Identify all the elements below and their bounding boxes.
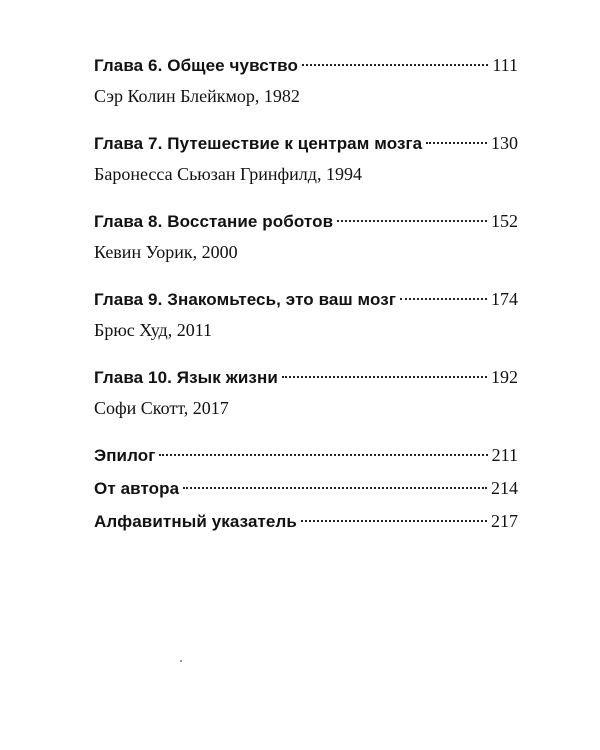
toc-entry-chapter-9 xyxy=(94,286,518,343)
chapter-author: Сэр Колин Блейкмор, 1982 xyxy=(94,86,300,106)
section-title: От автора xyxy=(94,479,180,498)
toc-entry-chapter-7 xyxy=(94,130,518,187)
toc-line xyxy=(94,130,518,157)
dot-leader xyxy=(301,520,487,522)
chapter-title: Глава 10. Язык жизни xyxy=(94,368,278,387)
section-title: Алфавитный указатель xyxy=(94,512,297,531)
toc-line xyxy=(94,508,518,535)
page-number: 174 xyxy=(491,289,518,309)
dot-leader xyxy=(282,376,487,378)
toc-line xyxy=(94,442,518,469)
toc-line xyxy=(94,208,518,235)
chapter-title: Глава 8. Восстание роботов xyxy=(94,212,334,231)
toc-entry-epilogue xyxy=(94,442,518,469)
dot-leader xyxy=(426,142,487,144)
page-number: 111 xyxy=(492,55,518,75)
page-number: 217 xyxy=(491,511,518,531)
toc-line xyxy=(94,475,518,502)
page-number: 214 xyxy=(491,478,518,498)
scan-speck xyxy=(180,660,182,662)
chapter-author: Софи Скотт, 2017 xyxy=(94,398,229,418)
toc-line xyxy=(94,286,518,313)
toc-line xyxy=(94,364,518,391)
toc-entry-chapter-8 xyxy=(94,208,518,265)
page-number: 211 xyxy=(491,445,518,465)
dot-leader xyxy=(159,454,487,456)
chapter-title: Глава 9. Знакомьтесь, это ваш мозг xyxy=(94,290,396,309)
dot-leader xyxy=(183,487,487,489)
page-number: 192 xyxy=(491,367,518,387)
chapter-title: Глава 6. Общее чувство xyxy=(94,56,298,75)
page-number: 152 xyxy=(491,211,518,231)
chapter-author: Кевин Уорик, 2000 xyxy=(94,242,238,262)
toc-entry-index xyxy=(94,508,518,535)
chapter-author: Баронесса Сьюзан Гринфилд, 1994 xyxy=(94,164,362,184)
page-number: 130 xyxy=(491,133,518,153)
chapter-author: Брюс Худ, 2011 xyxy=(94,320,213,340)
chapter-title: Глава 7. Путешествие к центрам мозга xyxy=(94,134,423,153)
toc-entry-author-note xyxy=(94,475,518,502)
dot-leader xyxy=(337,220,487,222)
table-of-contents xyxy=(94,52,518,541)
toc-entry-chapter-10 xyxy=(94,364,518,421)
section-title: Эпилог xyxy=(94,446,156,465)
dot-leader xyxy=(400,298,487,300)
toc-entry-chapter-6 xyxy=(94,52,518,109)
toc-line xyxy=(94,52,518,79)
dot-leader xyxy=(302,64,488,66)
